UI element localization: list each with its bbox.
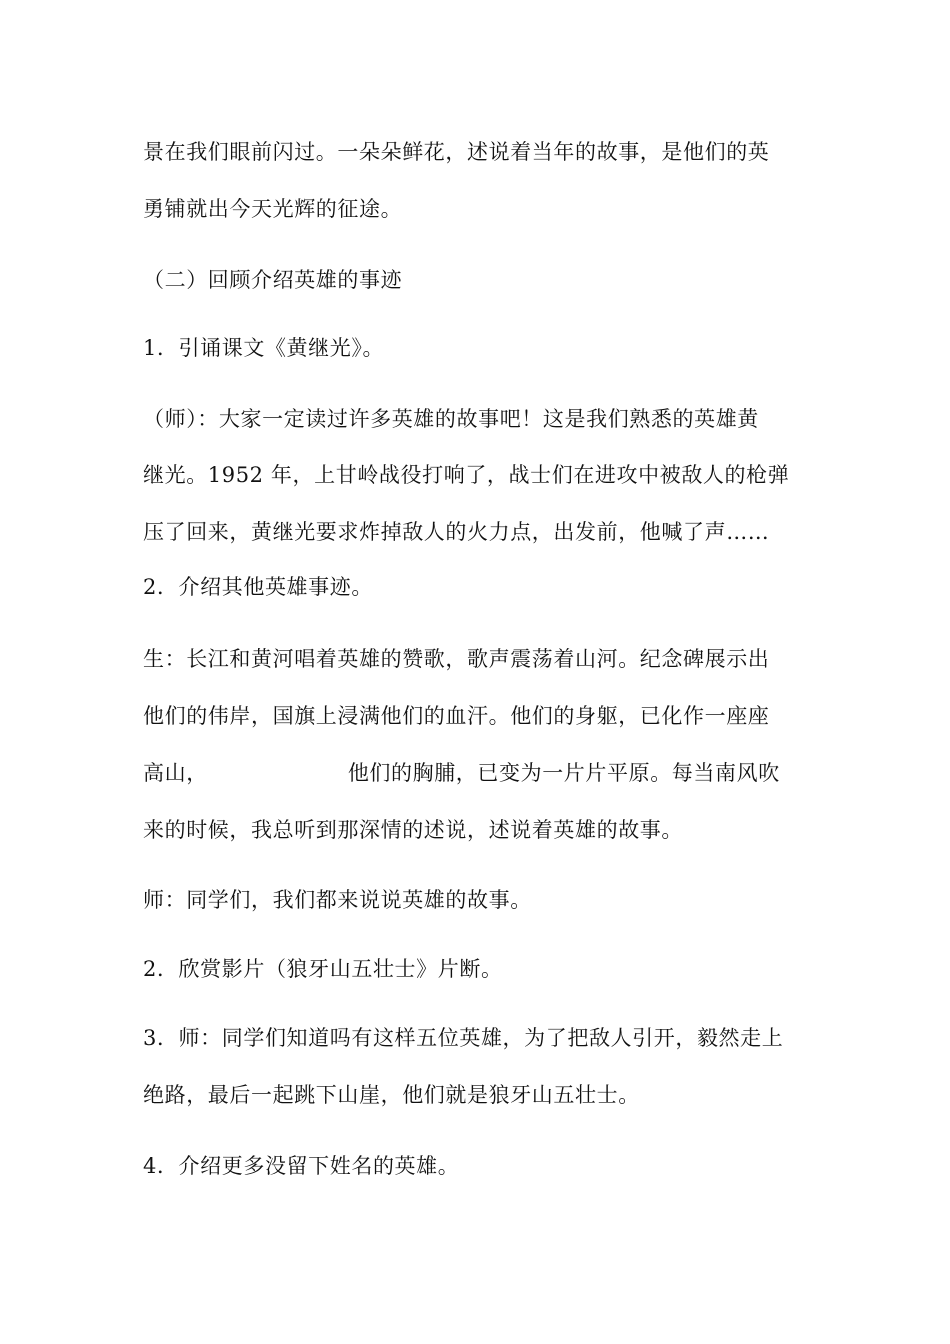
- student-text-line-3-right: 他们的胸脯，已变为一片片平原。每当南风吹: [347, 761, 780, 785]
- item-1-heading: 1．引诵课文《黄继光》。: [143, 336, 385, 360]
- item-2-heading: 2．介绍其他英雄事迹。: [143, 575, 373, 599]
- teacher-text-line-3: 压了回来，黄继光要求炸掉敌人的火力点，出发前，他喊了声……: [143, 520, 770, 544]
- section-heading: （二）回顾介绍英雄的事迹: [143, 268, 403, 292]
- student-text-line-3-left: 高山，: [143, 761, 208, 785]
- item-3-line-2: 绝路，最后一起跳下山崖，他们就是狼牙山五壮士。: [143, 1083, 640, 1107]
- teacher-text-line-1: （师）：大家一定读过许多英雄的故事吧！这是我们熟悉的英雄黄: [143, 407, 759, 431]
- student-text-line-4: 来的时候，我总听到那深情的述说，述说着英雄的故事。: [143, 818, 683, 842]
- text-line-1: 景在我们眼前闪过。一朵朵鲜花，述说着当年的故事，是他们的英: [143, 140, 770, 164]
- item-2b-heading: 2．欣赏影片（狼牙山五壮士》片断。: [143, 957, 503, 981]
- student-text-line-1: 生：长江和黄河唱着英雄的赞歌，歌声震荡着山河。纪念碑展示出: [143, 647, 770, 671]
- text-line-2: 勇铺就出今天光辉的征途。: [143, 197, 403, 221]
- student-text-line-2: 他们的伟岸，国旗上浸满他们的血汗。他们的身躯，已化作一座座: [143, 704, 770, 728]
- item-4-heading: 4．介绍更多没留下姓名的英雄。: [143, 1154, 460, 1178]
- item-3-line-1: 3．师：同学们知道吗有这样五位英雄，为了把敌人引开，毅然走上: [143, 1026, 784, 1050]
- teacher-prompt: 师：同学们，我们都来说说英雄的故事。: [143, 888, 532, 912]
- teacher-text-line-2: 继光。1952 年，上甘岭战役打响了，战士们在进攻中被敌人的枪弹: [143, 463, 790, 487]
- student-text-line-3: [143, 759, 823, 787]
